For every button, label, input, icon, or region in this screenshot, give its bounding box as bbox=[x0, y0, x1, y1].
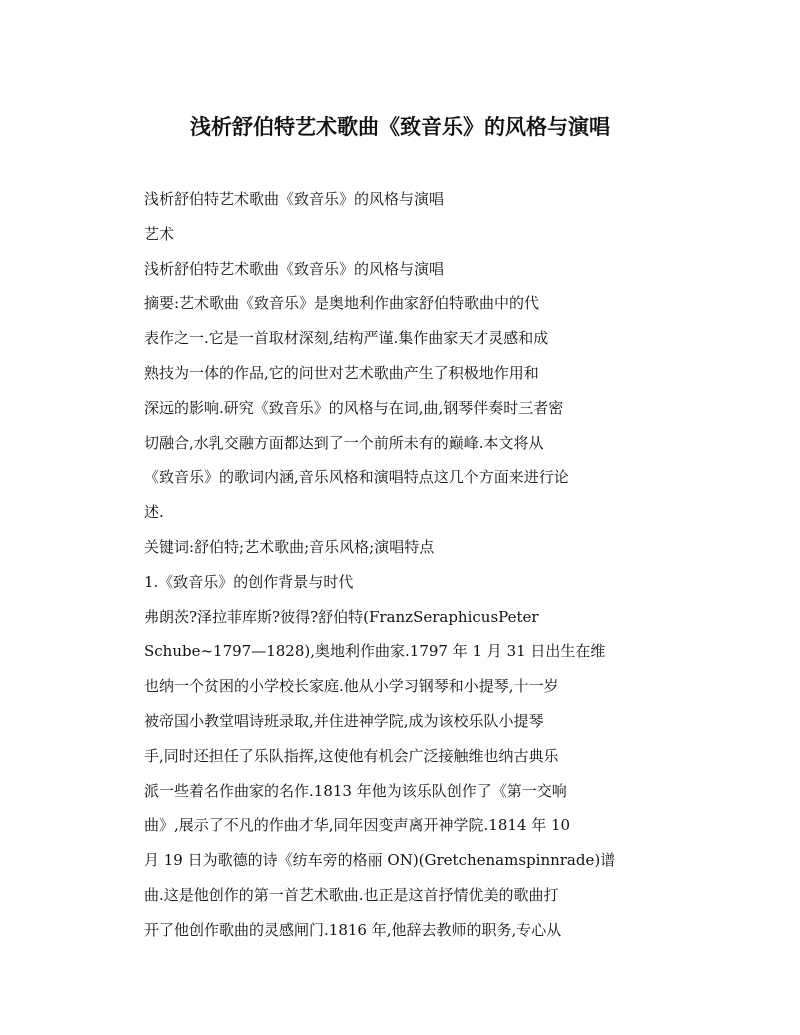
body-line: 月 19 日为歌德的诗《纺车旁的格丽 ON)(Gretchenamspinnrade)谱 bbox=[144, 851, 616, 870]
abstract-line: 述. bbox=[144, 503, 164, 522]
body-line: 手,同时还担任了乐队指挥,这使他有机会广泛接触维也纳古典乐 bbox=[144, 746, 559, 765]
abstract-line: 深远的影响.研究《致音乐》的风格与在词,曲,钢琴伴奏时三者密 bbox=[144, 398, 564, 417]
abstract-line: 摘要:艺术歌曲《致音乐》是奥地利作曲家舒伯特歌曲中的代 bbox=[144, 294, 540, 313]
body-line: 弗朗茨?泽拉菲库斯?彼得?舒伯特(FranzSeraphicusPeter bbox=[144, 607, 539, 626]
document-title: 浅析舒伯特艺术歌曲《致音乐》的风格与演唱 bbox=[190, 114, 610, 139]
abstract-line: 《致音乐》的歌词内涵,音乐风格和演唱特点这几个方面来进行论 bbox=[144, 468, 569, 487]
document-body bbox=[144, 182, 624, 948]
body-line: 也纳一个贫困的小学校长家庭.他从小学习钢琴和小提琴,十一岁 bbox=[144, 677, 559, 696]
body-line: 派一些着名作曲家的名作.1813 年他为该乐队创作了《第一交响 bbox=[144, 781, 567, 800]
abstract-line: 表作之一.它是一首取材深刻,结构严谨.集作曲家天才灵感和成 bbox=[144, 329, 549, 348]
body-line: 曲.这是他创作的第一首艺术歌曲.也正是这首抒情优美的歌曲打 bbox=[144, 885, 559, 904]
body-line: 浅析舒伯特艺术歌曲《致音乐》的风格与演唱 bbox=[144, 190, 445, 208]
section-heading: 1.《致音乐》的创作背景与时代 bbox=[144, 572, 354, 591]
abstract-line: 切融合,水乳交融方面都达到了一个前所未有的巅峰.本文将从 bbox=[144, 433, 544, 452]
body-line: 浅析舒伯特艺术歌曲《致音乐》的风格与演唱 bbox=[144, 259, 445, 278]
body-line: 艺术 bbox=[144, 224, 175, 243]
keywords-line: 关键词:舒伯特;艺术歌曲;音乐风格;演唱特点 bbox=[144, 537, 435, 556]
abstract-line: 熟技为一体的作品,它的问世对艺术歌曲产生了积极地作用和 bbox=[144, 363, 539, 382]
body-line: 曲》,展示了不凡的作曲才华,同年因变声离开神学院.1814 年 10 bbox=[144, 816, 571, 835]
body-line: Schube~1797—1828),奥地利作曲家.1797 年 1 月 31 日出生在维 bbox=[144, 642, 606, 661]
body-line: 被帝国小教堂唱诗班录取,并住进神学院,成为该校乐队小提琴 bbox=[144, 711, 544, 730]
body-line: 开了他创作歌曲的灵感闸门.1816 年,他辞去教师的职务,专心从 bbox=[144, 920, 562, 939]
